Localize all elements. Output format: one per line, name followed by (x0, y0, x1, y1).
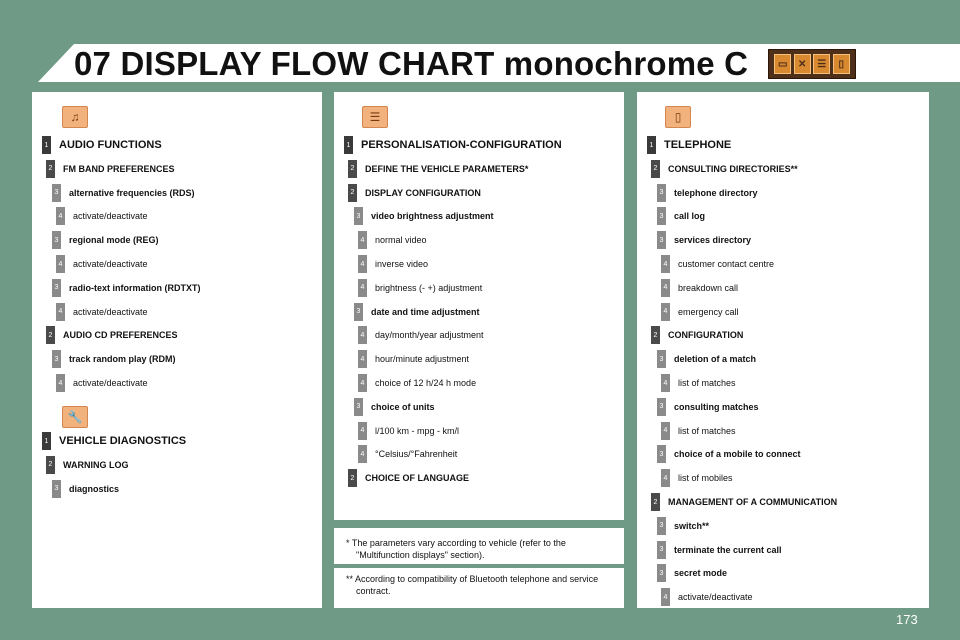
flow-row (354, 303, 480, 321)
flow-label: video brightness adjustment (371, 211, 494, 222)
level-badge: 4 (56, 303, 65, 321)
level-badge: 3 (354, 303, 363, 321)
flow-row (358, 231, 427, 249)
title-logo (768, 49, 856, 79)
level-badge: 4 (661, 279, 670, 297)
level-badge: 2 (651, 160, 660, 178)
flow-label: inverse video (375, 259, 429, 269)
level-badge: 3 (657, 517, 666, 535)
flow-row (52, 350, 176, 368)
flow-row (661, 422, 736, 440)
flow-row (52, 480, 119, 498)
flow-label: radio-text information (RDTXT) (69, 282, 201, 293)
flow-row (52, 231, 159, 249)
flow-row (52, 184, 195, 202)
panel-audio-diagnostics (32, 92, 322, 608)
level-badge: 2 (348, 160, 357, 178)
flow-label: PERSONALISATION-CONFIGURATION (361, 139, 562, 151)
flow-label: day/month/year adjustment (375, 330, 484, 341)
level-badge: 1 (42, 432, 51, 450)
flow-label: breakdown call (678, 282, 739, 293)
flow-label: consulting matches (674, 401, 759, 412)
panel-personalisation (334, 92, 624, 520)
phone-icon: ▯ (665, 106, 691, 128)
level-badge: 4 (358, 231, 367, 249)
level-badge: 4 (56, 374, 65, 392)
flow-row (657, 231, 751, 249)
flow-row (651, 160, 798, 178)
flow-label: secret mode (674, 568, 728, 579)
flow-row (657, 207, 705, 225)
flow-label: call log (674, 211, 706, 222)
note-1-line-1: * The parameters vary according to vehicle (refer to the (346, 538, 566, 548)
panel-telephone (637, 92, 929, 608)
flow-row (348, 469, 469, 487)
level-badge: 2 (46, 160, 55, 178)
flow-row (657, 445, 801, 463)
flow-row (358, 374, 476, 392)
level-badge: 3 (657, 445, 666, 463)
flow-label: emergency call (678, 306, 739, 317)
flow-row (56, 255, 148, 273)
flow-label: brightness (- +) adjustment (375, 282, 483, 293)
level-badge: 1 (42, 136, 51, 154)
flow-row (42, 136, 162, 154)
flow-label: date and time adjustment (371, 306, 480, 317)
flow-label: normal video (375, 235, 427, 246)
flow-row (56, 207, 148, 225)
flow-row (661, 588, 753, 606)
flow-label: VEHICLE DIAGNOSTICS (59, 435, 187, 447)
level-badge: 2 (348, 469, 357, 487)
page-title: 07 DISPLAY FLOW CHART monochrome C (74, 45, 749, 82)
page-number: 173 (896, 612, 918, 627)
flow-label: hour/minute adjustment (375, 354, 470, 365)
flow-label: list of matches (678, 378, 736, 388)
flow-label: WARNING LOG (63, 459, 129, 470)
flow-label: choice of units (371, 401, 435, 412)
level-badge: 4 (661, 374, 670, 392)
flow-label: activate/deactivate (678, 592, 753, 603)
tools-icon: ✕ (794, 54, 811, 74)
flow-label: terminate the current call (674, 544, 782, 555)
flow-label: list of mobiles (678, 473, 733, 484)
level-badge: 3 (657, 564, 666, 582)
level-badge: 4 (56, 207, 65, 225)
level-badge: 3 (354, 207, 363, 225)
flow-row (657, 564, 727, 582)
level-badge: 3 (52, 184, 61, 202)
flow-label: CONSULTING DIRECTORIES** (668, 163, 798, 174)
flow-label: CHOICE OF LANGUAGE (365, 473, 470, 484)
flow-row (354, 398, 435, 416)
level-badge: 3 (52, 231, 61, 249)
flow-row (661, 303, 739, 321)
flow-row (358, 255, 428, 273)
level-badge: 3 (657, 398, 666, 416)
flow-row (657, 517, 709, 535)
flow-label: activate/deactivate (73, 211, 148, 222)
flow-row (42, 432, 186, 450)
flow-row (56, 303, 148, 321)
level-badge: 2 (651, 326, 660, 344)
flow-row (657, 541, 782, 559)
wrench-icon: 🔧 (62, 406, 88, 428)
level-badge: 3 (657, 350, 666, 368)
level-badge: 2 (348, 184, 357, 202)
flow-row (46, 326, 178, 344)
flow-label: telephone directory (674, 187, 758, 198)
level-badge: 1 (344, 136, 353, 154)
flow-label: switch** (674, 520, 710, 531)
flow-label: TELEPHONE (664, 139, 732, 151)
flow-label: activate/deactivate (73, 259, 148, 269)
flow-label: activate/deactivate (73, 306, 148, 317)
note-parameters (334, 528, 624, 564)
flow-label: regional mode (REG) (69, 235, 159, 246)
flow-row (52, 279, 201, 297)
flow-label: l/100 km - mpg - km/l (375, 425, 460, 436)
flow-label: services directory (674, 235, 752, 246)
note-2-line-1: ** According to compatibility of Bluetooth telephone and service (346, 574, 599, 584)
level-badge: 3 (657, 231, 666, 249)
flow-label: list of matches (678, 425, 736, 436)
level-badge: 4 (56, 255, 65, 273)
flow-row (661, 469, 733, 487)
flow-label: °Celsius/°Fahrenheit (375, 449, 458, 460)
flow-row (661, 255, 774, 273)
level-badge: 1 (647, 136, 656, 154)
level-badge: 4 (661, 588, 670, 606)
level-badge: 3 (657, 184, 666, 202)
note-1-line-2: "Multifunction displays" section). (356, 550, 485, 560)
level-badge: 4 (358, 445, 367, 463)
level-badge: 4 (358, 255, 367, 273)
flow-row (647, 136, 731, 154)
level-badge: 4 (358, 326, 367, 344)
flow-row (358, 326, 484, 344)
flow-row (348, 184, 481, 202)
flow-label: choice of 12 h/24 h mode (375, 378, 477, 388)
flow-label: AUDIO CD PREFERENCES (63, 330, 178, 341)
flow-label: diagnostics (69, 483, 120, 494)
flow-row (358, 279, 482, 297)
flow-row (348, 160, 528, 178)
level-badge: 3 (52, 279, 61, 297)
car-icon: ▭ (774, 54, 791, 74)
flow-label: DISPLAY CONFIGURATION (365, 187, 481, 198)
flow-row (657, 184, 758, 202)
level-badge: 4 (661, 469, 670, 487)
level-badge: 4 (661, 255, 670, 273)
flow-label: track random play (RDM) (69, 354, 176, 365)
flow-row (661, 374, 736, 392)
level-badge: 3 (354, 398, 363, 416)
flow-row (358, 445, 457, 463)
audio-icon: ♫ (62, 106, 88, 128)
level-badge: 4 (358, 279, 367, 297)
flow-row (46, 456, 129, 474)
flow-label: alternative frequencies (RDS) (69, 187, 195, 198)
flow-label: CONFIGURATION (668, 330, 744, 341)
phone-icon: ▯ (833, 54, 850, 74)
flow-row (46, 160, 175, 178)
flow-row (358, 350, 469, 368)
flow-row (657, 350, 756, 368)
flow-row (354, 207, 494, 225)
flow-row (657, 398, 759, 416)
level-badge: 3 (52, 350, 61, 368)
flow-label: deletion of a match (674, 354, 757, 365)
flow-label: DEFINE THE VEHICLE PARAMETERS* (365, 163, 529, 174)
flow-row (344, 136, 562, 154)
flow-label: customer contact centre (678, 259, 775, 269)
level-badge: 4 (358, 350, 367, 368)
flow-label: MANAGEMENT OF A COMMUNICATION (668, 497, 838, 507)
level-badge: 2 (46, 326, 55, 344)
level-badge: 3 (657, 207, 666, 225)
flow-row (651, 493, 837, 511)
level-badge: 4 (358, 374, 367, 392)
level-badge: 4 (358, 422, 367, 440)
settings-icon: ☰ (362, 106, 388, 128)
note-bluetooth (334, 568, 624, 608)
flow-row (358, 422, 459, 440)
flow-label: FM BAND PREFERENCES (63, 163, 175, 174)
flow-label: activate/deactivate (73, 378, 148, 388)
settings-icon: ☰ (813, 54, 830, 74)
level-badge: 3 (52, 480, 61, 498)
level-badge: 2 (651, 493, 660, 511)
note-2-line-2: contract. (356, 586, 391, 596)
flow-label: AUDIO FUNCTIONS (59, 139, 162, 151)
flow-row (651, 326, 743, 344)
flow-row (56, 374, 148, 392)
flow-row (661, 279, 738, 297)
flow-label: choice of a mobile to connect (674, 449, 801, 460)
level-badge: 4 (661, 303, 670, 321)
level-badge: 4 (661, 422, 670, 440)
level-badge: 2 (46, 456, 55, 474)
level-badge: 3 (657, 541, 666, 559)
